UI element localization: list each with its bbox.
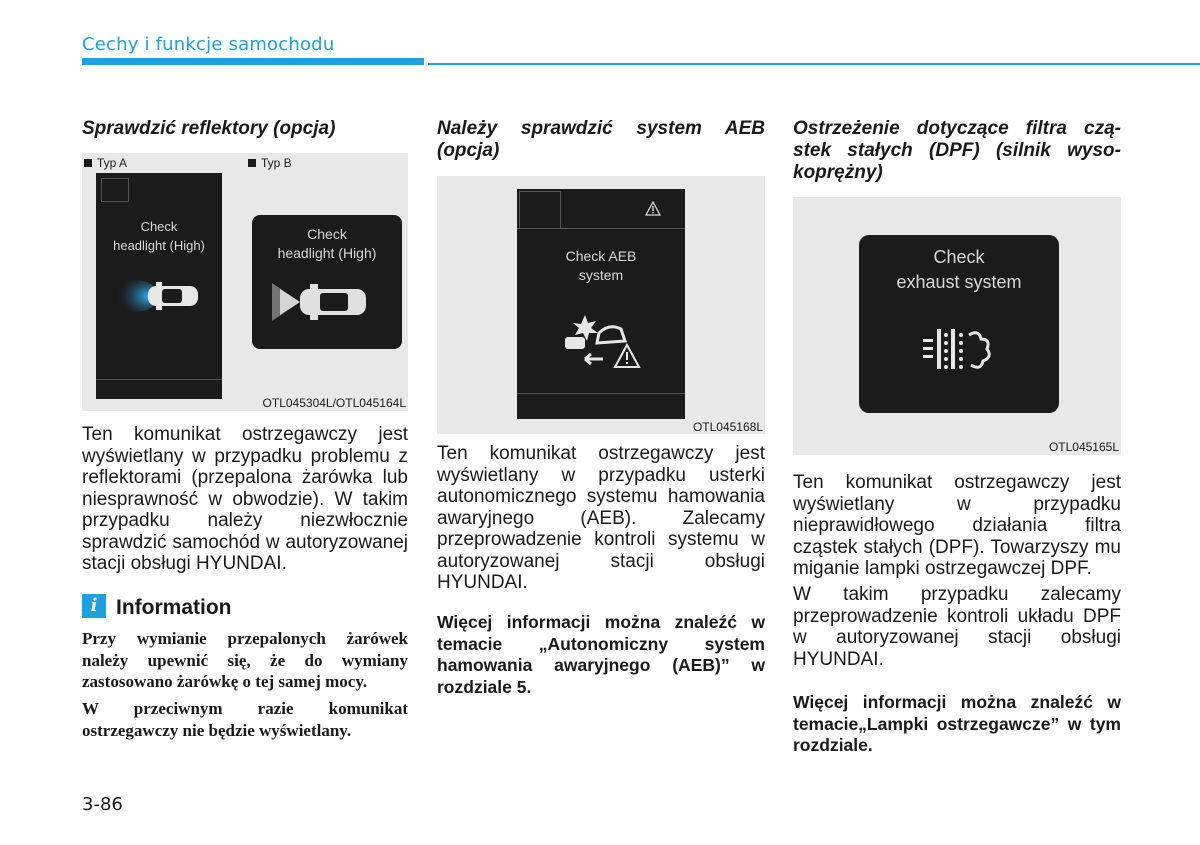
- display-a-message: Check headlight (High): [113, 219, 205, 253]
- info-paragraph-1: Przy wymianie przepalonych żarówek należy upewnić się, że do wymiany zastosowano żarówkę o tej samej mocy.: [82, 629, 408, 691]
- display-divider: [517, 393, 685, 394]
- section-title: Cechy i funkcje samochodu: [82, 34, 335, 55]
- display-aeb-message: Check AEB system: [565, 248, 637, 283]
- warning-triangle-icon: [645, 201, 661, 216]
- display-aeb: [517, 189, 685, 419]
- dpf-description: Ten komunikat ostrzegawczy jest wyświetlany w przypadku nieprawidłowego działania filtra cząstek stałych (DPF). Towarzyszy mu miganie lampki ostrzegawczej DPF.: [793, 472, 1121, 579]
- car-headlight-icon: [114, 277, 209, 315]
- header-accent-bar: [82, 58, 424, 65]
- display-indicator-box: [519, 191, 561, 229]
- car-headlight-icon: [270, 277, 380, 327]
- headlight-description: Ten komunikat ostrzegawczy jest wyświetlany w przypadku problemu z reflektorami (przepalona żarówka lub niesprawność w obwodzie). W takim przypadku należy niezwłocznie sprawdzić samochód w autoryzowanej stacji obsługi HYUNDAI.: [82, 424, 408, 574]
- bullet-square-icon: [84, 159, 92, 167]
- display-indicator-box: [101, 178, 129, 202]
- aeb-reference: Więcej informacji można znaleźć w temacie „Autonomiczny system hamowania awaryjnego (AEB)” w rozdziale 5.: [437, 612, 765, 697]
- figure-code: OTL045168L: [692, 420, 763, 434]
- aeb-heading: Należy sprawdzić system AEB (opcja): [437, 118, 765, 161]
- aeb-collision-icon: [563, 311, 649, 371]
- dpf-reference: Więcej informacji można znaleźć w temacie„Lampki ostrzegawcze” w tym rozdziale.: [793, 692, 1121, 755]
- aeb-description: Ten komunikat ostrzegawczy jest wyświetlany w przypadku usterki autonomicznego systemu hamowania awaryjnego (AEB). Zalecamy przeprowadzenie kontroli systemu w autoryzowanej stacji obsługi HYUNDAI.: [437, 443, 765, 593]
- aeb-figure: [437, 176, 765, 434]
- header-rule: [428, 63, 1200, 65]
- display-type-a: [96, 173, 222, 399]
- figure-code: OTL045165L: [1048, 440, 1119, 454]
- type-b-caption: Typ B: [248, 156, 292, 170]
- dpf-recommendation: W takim przypadku zalecamy przeprowadzenie kontroli układu DPF w autoryzowanej stacji obsługi HYUNDAI.: [793, 584, 1121, 670]
- headlight-heading: Sprawdzić reflektory (opcja): [82, 118, 336, 139]
- bullet-square-icon: [248, 159, 256, 167]
- info-icon: i: [82, 594, 106, 618]
- display-b-message: Check headlight (High): [277, 226, 377, 261]
- info-paragraph-2: W przeciwnym razie komunikat ostrzegawczy nie będzie wyświetlany.: [82, 699, 408, 740]
- figure-code: OTL045304L/OTL045164L: [262, 396, 406, 410]
- type-a-caption: Typ A: [84, 156, 127, 170]
- display-dpf-message: Check exhaust system: [896, 247, 1022, 292]
- display-divider: [96, 379, 222, 380]
- headlight-figure: [82, 153, 408, 411]
- dpf-warning-icon: [921, 321, 999, 377]
- info-heading: Information: [116, 596, 232, 619]
- dpf-heading: Ostrzeżenie dotyczące filtra czą- stek stałych (DPF) (silnik wyso- koprężny): [793, 118, 1121, 183]
- page-number: 3-86: [82, 794, 123, 815]
- display-divider: [517, 228, 685, 229]
- display-type-b: [252, 215, 402, 349]
- dpf-figure: [793, 197, 1121, 455]
- display-dpf: [859, 235, 1059, 413]
